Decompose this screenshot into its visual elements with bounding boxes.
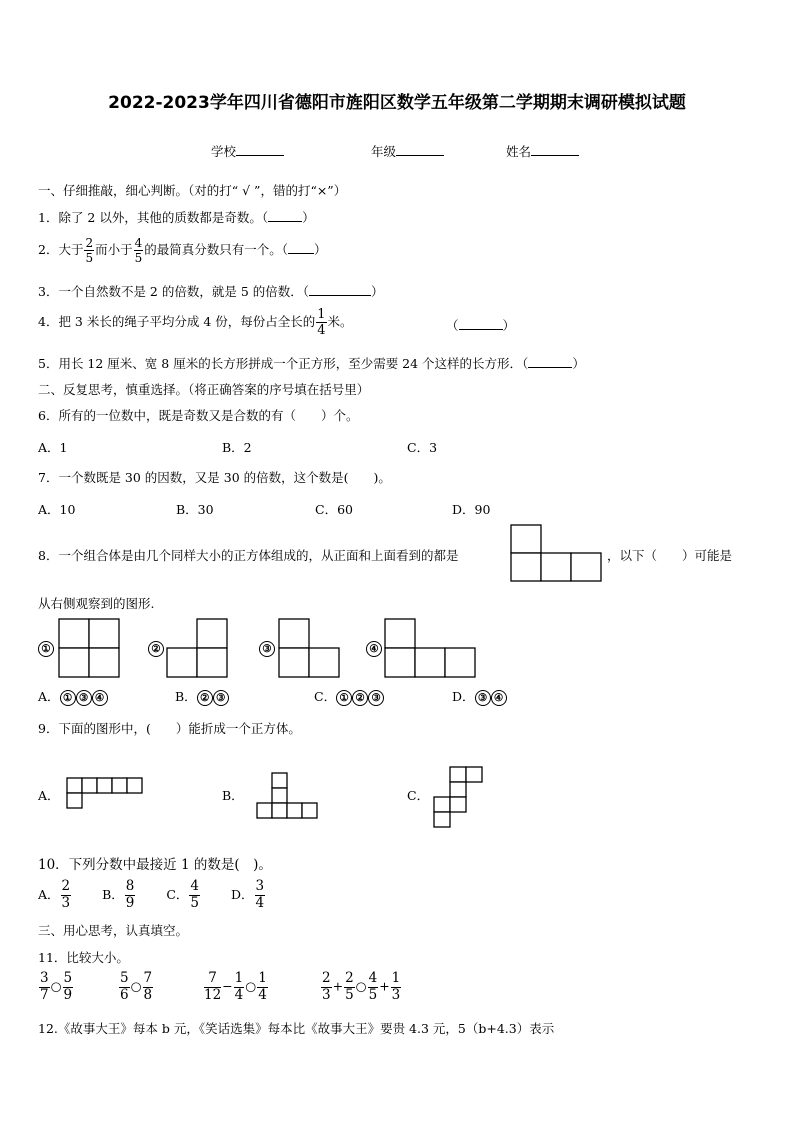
- q8-text: 8．一个组合体是由几个同样大小的正方体组成的，从正面和上面看到的都是: [38, 548, 459, 563]
- cube-square: [279, 648, 309, 677]
- q11-text: 11．比较大小。: [38, 950, 129, 965]
- section-3-heading: 三、用心思考，认真填空。: [38, 923, 189, 938]
- fraction: [39, 972, 50, 1002]
- q9-net-c: [433, 766, 485, 830]
- net-square: [450, 797, 466, 812]
- circled-number: ④: [92, 690, 108, 706]
- cube-square: [89, 619, 119, 648]
- numerator: 2: [322, 970, 331, 986]
- circled-number: ②: [148, 641, 164, 657]
- net-square: [272, 803, 287, 818]
- net-square: [287, 803, 302, 818]
- net-square: [97, 778, 112, 793]
- numerator: 4: [368, 970, 378, 986]
- circled-number: ③: [475, 690, 491, 706]
- net-square: [67, 793, 82, 808]
- numerator: 5: [120, 970, 129, 986]
- denominator: 4: [317, 323, 326, 338]
- q2-post: 的最简真分数只有一个。（: [144, 242, 289, 257]
- net-square: [127, 778, 142, 793]
- q10-option-d[interactable]: [230, 878, 266, 911]
- option-letter: B．: [102, 886, 124, 902]
- q10-option-c[interactable]: [166, 878, 201, 911]
- q11-expr-1: [38, 972, 74, 1002]
- net-square: [67, 778, 82, 793]
- q3-text: 3．一个自然数不是 2 的倍数，就是 5 的倍数．（: [38, 284, 310, 299]
- fraction: [257, 972, 268, 1002]
- denominator: 5: [134, 251, 143, 265]
- q4-pre: 4．把 3 米长的绳子平均分成 4 份，每份占全长的: [38, 314, 316, 329]
- denominator: 7: [40, 986, 49, 1003]
- q10-option-a[interactable]: [38, 878, 72, 911]
- question-5: [38, 354, 585, 372]
- fraction: [321, 972, 332, 1002]
- net-square: [272, 773, 287, 788]
- figure-label-1: [38, 640, 54, 657]
- cube-square: [445, 648, 475, 677]
- net-square: [257, 803, 272, 818]
- q2-mid: 而小于: [95, 242, 133, 257]
- q4-answer-blank[interactable]: [459, 329, 503, 330]
- fraction: [125, 880, 136, 910]
- numerator: 3: [255, 878, 265, 894]
- cube-square: [197, 648, 227, 677]
- numerator: 5: [63, 970, 73, 986]
- q6-option-c[interactable]: C．3: [407, 440, 438, 455]
- fraction: [119, 972, 130, 1002]
- figure-label-4: [366, 640, 382, 657]
- q8-view-figure: [510, 524, 605, 582]
- denominator: 12: [204, 986, 222, 1003]
- q9-net-a: [66, 777, 146, 811]
- net-square: [434, 812, 450, 827]
- denominator: 3: [61, 894, 71, 911]
- denominator: 5: [368, 986, 378, 1003]
- cube-square: [415, 648, 445, 677]
- cube-square: [167, 648, 197, 677]
- q8-option-a[interactable]: [38, 687, 108, 706]
- net-square: [450, 767, 466, 782]
- question-2: [38, 237, 327, 264]
- net-square: [272, 788, 287, 803]
- q9-text: 9．下面的图形中，( ）能折成一个正方体。: [38, 721, 301, 736]
- school-label: 学校: [211, 144, 237, 159]
- fraction: [143, 972, 154, 1002]
- fraction: [63, 972, 74, 1002]
- q6-text: 6．所有的一位数中，既是奇数又是合数的有（ ）个。: [38, 408, 359, 423]
- grade-field[interactable]: [371, 142, 444, 160]
- minus-sign: −: [222, 978, 233, 994]
- circled-number: ①: [38, 641, 54, 657]
- fraction: [391, 972, 402, 1002]
- figure-label-2: [148, 640, 164, 657]
- circled-number: ④: [366, 641, 382, 657]
- q8-figure-3: [278, 618, 342, 678]
- numerator: 7: [143, 970, 153, 986]
- numerator: 2: [345, 970, 354, 986]
- q7-option-d[interactable]: D．90: [452, 502, 491, 517]
- numerator: 4: [190, 878, 200, 894]
- denominator: 4: [258, 986, 267, 1003]
- denominator: 3: [391, 986, 401, 1003]
- q10-options: [38, 880, 266, 910]
- numerator: 1: [258, 970, 267, 986]
- option-letter: A．: [38, 886, 60, 902]
- fraction: [134, 237, 144, 264]
- circled-number: ③: [368, 690, 384, 706]
- q4-answer: [446, 316, 515, 334]
- cube-square: [385, 648, 415, 677]
- q5-answer-blank[interactable]: [528, 367, 572, 368]
- net-square: [466, 767, 482, 782]
- fraction: [189, 880, 200, 910]
- q4-open: （: [446, 318, 459, 333]
- net-square: [434, 797, 450, 812]
- circled-number: ③: [213, 690, 229, 706]
- numerator: 1: [234, 970, 244, 986]
- denominator: 5: [190, 894, 200, 911]
- q1-text: 1．除了 2 以外，其他的质数都是奇数。（: [38, 210, 269, 225]
- q11-expr-3: [203, 972, 269, 1002]
- circled-number: ②: [197, 690, 213, 706]
- q7-option-a[interactable]: A．10: [38, 502, 76, 517]
- q11-expr-4: [320, 972, 402, 1002]
- q8-option-b[interactable]: [175, 687, 229, 706]
- q12-text: 12.《故事大王》每本 b 元，《笑话选集》每本比《故事大王》要贵 4.3 元，5（b+4.3）表示: [38, 1021, 555, 1036]
- cube-square: [309, 648, 339, 677]
- cube-square: [197, 619, 227, 648]
- compare-circle[interactable]: ○: [355, 978, 367, 994]
- fraction: [84, 237, 94, 264]
- circled-number: ④: [491, 690, 507, 706]
- denominator: 5: [345, 986, 354, 1003]
- cube-square: [511, 553, 541, 581]
- name-field[interactable]: [506, 142, 579, 160]
- option-letter: B．: [175, 689, 197, 704]
- fraction: [61, 880, 72, 910]
- grade-label: 年级: [371, 144, 397, 159]
- net-square: [302, 803, 317, 818]
- q6-option-b[interactable]: B．2: [222, 440, 252, 455]
- fraction: [255, 880, 266, 910]
- denominator: 5: [85, 251, 94, 265]
- option-letter: D．: [452, 689, 475, 704]
- fraction: [234, 972, 245, 1002]
- question-4: [38, 308, 353, 337]
- q11-expr-2: [118, 972, 154, 1002]
- numerator: 2: [61, 878, 71, 894]
- numerator: 3: [40, 970, 49, 986]
- q3-close: ）: [371, 284, 384, 299]
- q8-tail: ，以下（ ）可能是: [607, 548, 733, 563]
- fraction: [368, 972, 379, 1002]
- q4-close: ）: [502, 318, 516, 333]
- denominator: 3: [322, 986, 331, 1003]
- circled-number: ③: [76, 690, 92, 706]
- numerator: 4: [134, 236, 143, 250]
- q1-answer-blank[interactable]: [268, 221, 302, 222]
- option-letter: A．: [38, 689, 60, 704]
- circled-number: ③: [259, 641, 275, 657]
- net-square: [82, 778, 97, 793]
- net-square: [112, 778, 127, 793]
- question-3: [38, 282, 384, 300]
- q8-option-d[interactable]: [452, 687, 507, 706]
- net-square: [450, 782, 466, 797]
- circled-number: ①: [60, 690, 76, 706]
- q8-figure-1: [58, 618, 122, 678]
- q6-option-a[interactable]: A．1: [38, 440, 68, 455]
- section-1-heading: 一、仔细推敲，细心判断。（对的打“ √ ”，错的打“×”）: [38, 183, 347, 198]
- cube-square: [89, 648, 119, 677]
- q10-text: 10．下列分数中最接近 1 的数是( )。: [38, 857, 272, 873]
- plus-sign: +: [379, 978, 390, 994]
- q9-option-a[interactable]: A．: [38, 788, 60, 803]
- numerator: 2: [85, 236, 94, 250]
- q1-close: ）: [302, 210, 315, 225]
- denominator: 4: [234, 986, 244, 1003]
- fraction: [344, 972, 355, 1002]
- cube-square: [511, 525, 541, 553]
- name-label: 姓名: [506, 144, 532, 159]
- q7-text: 7．一个数既是 30 的因数，又是 30 的倍数，这个数是( )。: [38, 470, 391, 485]
- denominator: 6: [120, 986, 129, 1003]
- denominator: 9: [125, 894, 135, 911]
- cube-square: [541, 553, 571, 581]
- option-letter: C．: [166, 886, 189, 902]
- numerator: 8: [125, 878, 135, 894]
- denominator: 9: [63, 986, 73, 1003]
- q9-option-c[interactable]: C．: [407, 788, 430, 803]
- section-2-heading: 二、反复思考，慎重选择。（将正确答案的序号填在括号里）: [38, 382, 370, 397]
- numerator: 7: [204, 972, 221, 988]
- q9-option-b[interactable]: B．: [222, 788, 244, 803]
- q3-answer-blank[interactable]: [309, 295, 371, 296]
- denominator: 8: [143, 986, 153, 1003]
- numerator: 1: [391, 970, 401, 986]
- q8-option-c[interactable]: [314, 687, 384, 706]
- q7-option-b[interactable]: B．30: [176, 502, 214, 517]
- figure-label-3: [259, 640, 275, 657]
- q2-pre: 2．大于: [38, 242, 84, 257]
- q5-close: ）: [572, 356, 585, 371]
- q8-line2: 从右侧观察到的图形.: [38, 596, 155, 611]
- denominator: 4: [255, 894, 265, 911]
- q8-figure-2: [166, 618, 230, 678]
- fraction: [316, 308, 326, 337]
- q4-post: 米。: [327, 314, 353, 329]
- option-letter: D．: [230, 886, 254, 902]
- option-letter: C．: [314, 689, 337, 704]
- q2-close: ）: [314, 242, 327, 257]
- compare-circle[interactable]: ○: [50, 978, 62, 994]
- q5-text: 5．用长 12 厘米、宽 8 厘米的长方形拼成一个正方形，至少需要 24 个这样的长方形．（: [38, 356, 529, 371]
- plus-sign: +: [332, 978, 344, 994]
- compare-circle[interactable]: ○: [245, 978, 257, 994]
- compare-circle[interactable]: ○: [130, 978, 142, 994]
- cube-square: [59, 619, 89, 648]
- cube-square: [385, 619, 415, 648]
- q2-answer-blank[interactable]: [288, 253, 314, 254]
- school-field[interactable]: [211, 142, 284, 160]
- fraction: [204, 972, 221, 1002]
- q8-figure-4: [384, 618, 478, 678]
- circled-number: ②: [352, 690, 368, 706]
- q9-net-b: [256, 772, 322, 821]
- q10-option-b[interactable]: [102, 878, 136, 911]
- cube-square: [279, 619, 309, 648]
- cube-square: [571, 553, 601, 581]
- q7-option-c[interactable]: C．60: [315, 502, 353, 517]
- cube-square: [59, 648, 89, 677]
- circled-number: ①: [336, 690, 352, 706]
- page-title: 2022-2023学年四川省德阳市旌阳区数学五年级第二学期期末调研模拟试题: [108, 93, 686, 113]
- numerator: 1: [317, 307, 326, 322]
- question-1: [38, 208, 315, 226]
